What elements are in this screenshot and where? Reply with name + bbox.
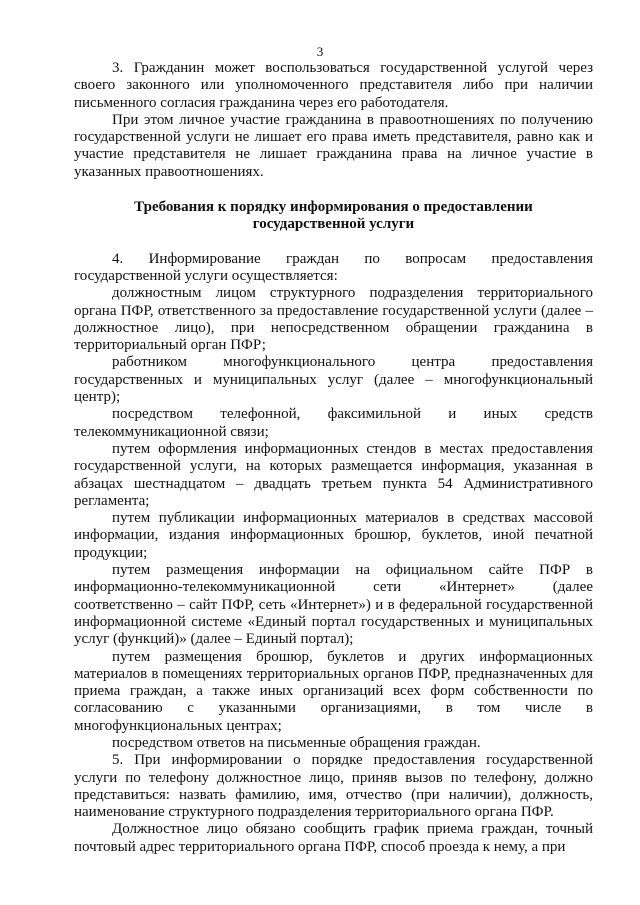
section-heading — [74, 199, 593, 234]
paragraph-personal-participation: При этом личное участие гражданина в правоотношениях по получению государственной услуги не лишает его права иметь представителя, равно как и участие представителя не лишает гражданина права на личное участие в указанных правоотношениях. — [74, 111, 593, 180]
list-item-mass-media: путем публикации информационных материалов в средствах массовой информации, издания информационных брошюр, буклетов, иной печатной продукции; — [74, 510, 593, 561]
paragraph-item-5: 5. При информировании о порядке предоставления государственной услуги по телефону должностное лицо, приняв вызов по телефону, должно представиться: назвать фамилию, имя, отчество (при наличии), должность, наименование структурного подразделения территориального органа ПФР. — [74, 752, 593, 821]
paragraph-official-duties: Должностное лицо обязано сообщить график приема граждан, точный почтовый адрес территориального органа ПФР, способ проезда к нему, а при — [74, 821, 593, 855]
section-heading-line-1: Требования к порядку информирования о предоставлении — [134, 199, 533, 216]
paragraph-item-3: 3. Гражданин может воспользоваться государственной услугой через своего законного или уполномоченного представителя либо при наличии письменного согласия гражданина через его работодателя. — [74, 60, 593, 111]
section-heading-line-2: государственной услуги — [252, 216, 415, 233]
list-item-info-stands: путем оформления информационных стендов в местах предоставления государственной услуги, на которых размещается информация, указанная в абзацах шестнадцатом – двадцать третьем пункта 54 Административного регламента; — [74, 440, 593, 509]
list-item-brochures: путем размещения брошюр, буклетов и других информационных материалов в помещениях территориальных органов ПФР, предназначенных для приема граждан, а также иных организаций всех форм собственности по согласованию с указанными организациями, в том числе в многофункциональных центрах; — [74, 648, 593, 734]
document-body — [74, 60, 593, 856]
list-item-mfc-worker: работником многофункционального центра предоставления государственных и муниципальных услуг (далее – многофункциональный центр); — [74, 354, 593, 406]
list-item-official: должностным лицом структурного подразделения территориального органа ПФР, ответственного за предоставление государственной услуги (далее – должностное лицо), при непосредственном обращении гражданина в территориальный орган ПФР; — [74, 285, 593, 354]
paragraph-item-4: 4. Информирование граждан по вопросам предоставления государственной услуги осуществляется: — [74, 250, 593, 284]
page-number: 3 — [316, 44, 324, 59]
list-item-telecom: посредством телефонной, факсимильной и иных средств телекоммуникационной связи; — [74, 406, 593, 440]
list-item-written-responses: посредством ответов на письменные обращения граждан. — [112, 734, 481, 751]
list-item-website: путем размещения информации на официальном сайте ПФР в информационно-телекоммуникационной сети «Интернет» (далее соответственно – сайт ПФР, сеть «Интернет») и в федеральной государственной информационной системе «Единый портал государственных и муниципальных услуг (функций)» (далее – Единый портал); — [74, 562, 593, 648]
